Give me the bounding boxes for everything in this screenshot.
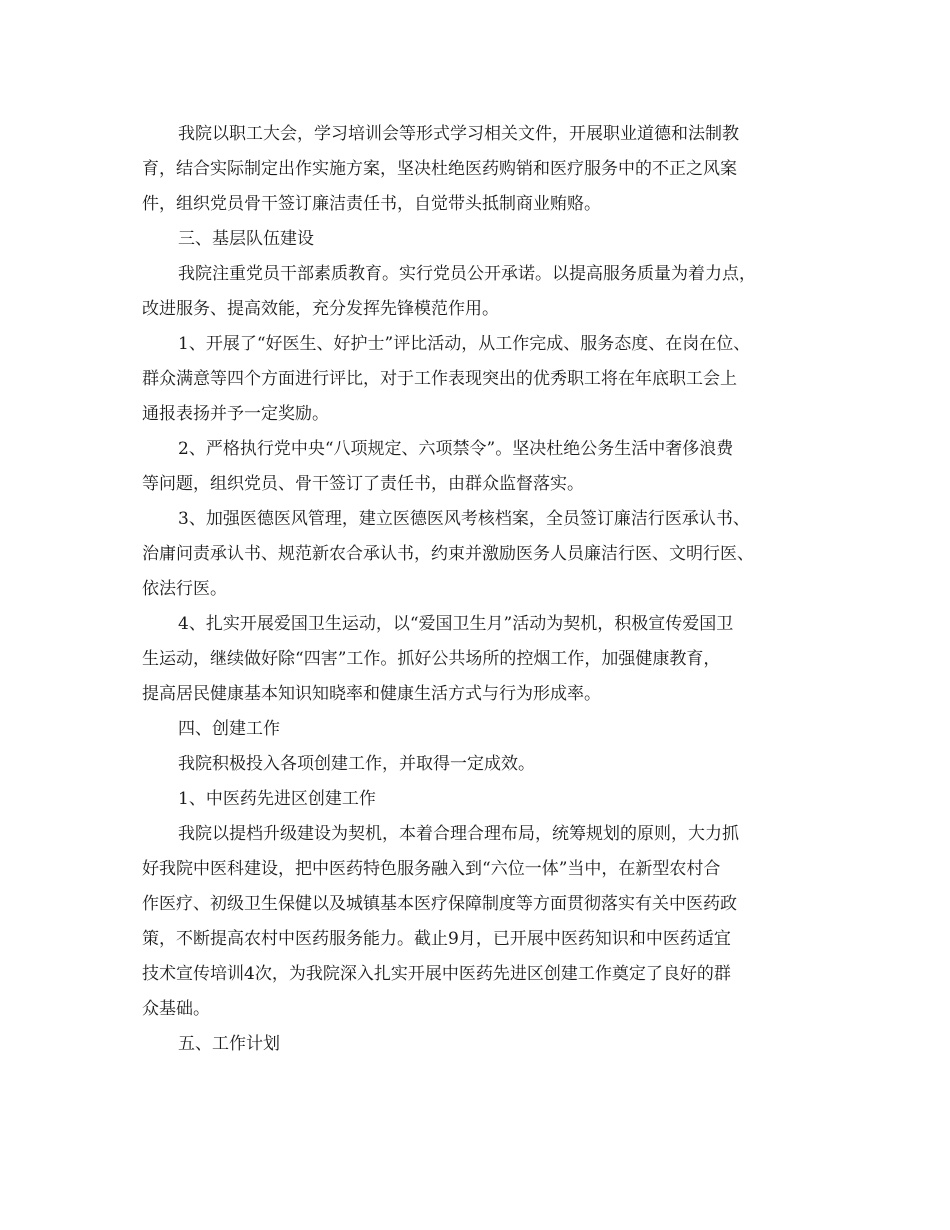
paragraph-line: 改进服务、提高效能，充分发挥先锋模范作用。 [142, 299, 499, 319]
section-heading: 五、工作计划 [178, 1034, 280, 1054]
paragraph-line: 2、严格执行党中央“八项规定、六项禁令”。坚决杜绝公务生活中奢侈浪费 [178, 439, 734, 459]
paragraph-line: 提高居民健康基本知识知晓率和健康生活方式与行为形成率。 [142, 684, 601, 704]
paragraph-line: 育，结合实际制定出作实施方案，坚决杜绝医药购销和医疗服务中的不正之风案 [142, 159, 737, 179]
paragraph-line: 我院以提档升级建设为契机，本着合理合理布局，统筹规划的原则，大力抓 [178, 824, 739, 844]
paragraph-line: 3、加强医德医风管理，建立医德医风考核档案，全员签订廉洁行医承认书、 [178, 509, 750, 529]
section-heading: 三、基层队伍建设 [178, 229, 314, 249]
paragraph-line: 众基础。 [142, 999, 210, 1019]
paragraph-line: 我院以职工大会，学习培训会等形式学习相关文件，开展职业道德和法制教 [178, 124, 739, 144]
paragraph-line: 件，组织党员骨干签订廉洁责任书，自觉带头抵制商业贿赂。 [142, 194, 601, 214]
paragraph-line: 好我院中医科建设，把中医药特色服务融入到“六位一体”当中，在新型农村合 [142, 859, 721, 879]
paragraph-line: 生运动，继续做好除“四害”工作。抓好公共场所的控烟工作，加强健康教育， [142, 649, 721, 669]
paragraph-line: 群众满意等四个方面进行评比，对于工作表现突出的优秀职工将在年底职工会上 [142, 369, 737, 389]
paragraph-line: 通报表扬并予一定奖励。 [142, 404, 329, 424]
paragraph-line: 策，不断提高农村中医药服务能力。截止9月，已开展中医药知识和中医药适宜 [142, 929, 731, 949]
paragraph-line: 作医疗、初级卫生保健以及城镇基本医疗保障制度等方面贯彻落实有关中医药政 [142, 894, 737, 914]
paragraph-line: 技术宣传培训4次，为我院深入扎实开展中医药先进区创建工作奠定了良好的群 [142, 964, 731, 984]
subsection-heading: 1、中医药先进区创建工作 [178, 789, 376, 809]
paragraph-line: 等问题，组织党员、骨干签订了责任书，由群众监督落实。 [142, 474, 584, 494]
paragraph-line: 依法行医。 [142, 579, 227, 599]
paragraph-line: 4、扎实开展爱国卫生运动，以“爱国卫生月”活动为契机，积极宣传爱国卫 [178, 614, 734, 634]
paragraph-line: 1、开展了“好医生、好护士”评比活动，从工作完成、服务态度、在岗在位、 [178, 334, 751, 354]
paragraph-line: 治庸问责承认书、规范新农合承认书，约束并激励医务人员廉洁行医、文明行医、 [142, 544, 754, 564]
section-heading: 四、创建工作 [178, 719, 280, 739]
paragraph-line: 我院积极投入各项创建工作，并取得一定成效。 [178, 754, 535, 774]
paragraph-line: 我院注重党员干部素质教育。实行党员公开承诺。以提高服务质量为着力点， [178, 264, 756, 284]
